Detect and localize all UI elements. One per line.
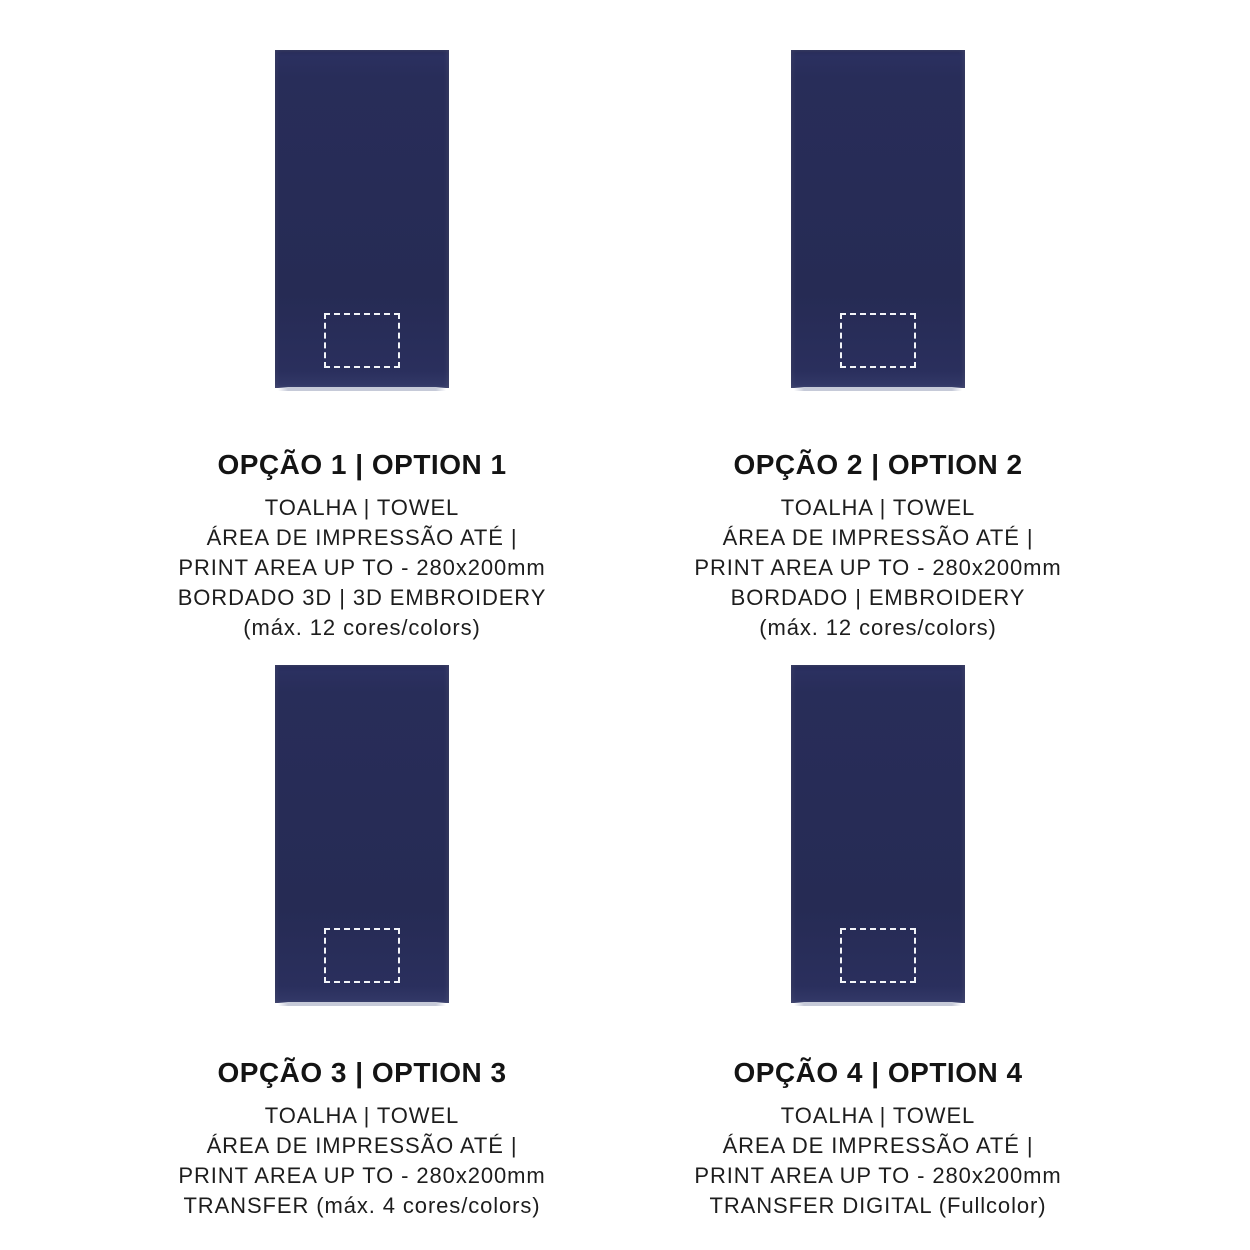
option-detail-line: ÁREA DE IMPRESSÃO ATÉ | xyxy=(722,525,1034,550)
option-detail-line: BORDADO 3D | 3D EMBROIDERY xyxy=(177,585,547,610)
option-3-text xyxy=(137,1058,587,1221)
option-detail-line: ÁREA DE IMPRESSÃO ATÉ | xyxy=(722,1133,1034,1158)
option-detail-line: ÁREA DE IMPRESSÃO ATÉ | xyxy=(206,525,518,550)
towel-hem-highlight xyxy=(278,1002,446,1006)
option-detail-line: (máx. 12 cores/colors) xyxy=(243,615,481,640)
option-4-panel xyxy=(653,665,1103,1221)
towel-hem-highlight xyxy=(278,387,446,391)
option-title: OPÇÃO 1 | OPTION 1 xyxy=(217,449,507,480)
print-area-dashed-rect xyxy=(324,313,400,368)
option-detail-line: ÁREA DE IMPRESSÃO ATÉ | xyxy=(206,1133,518,1158)
option-title: OPÇÃO 2 | OPTION 2 xyxy=(733,449,1023,480)
option-detail-line: PRINT AREA UP TO - 280x200mm xyxy=(694,1163,1062,1188)
option-detail-line: TRANSFER DIGITAL (Fullcolor) xyxy=(709,1193,1047,1218)
option-detail-line: PRINT AREA UP TO - 280x200mm xyxy=(694,555,1062,580)
option-detail-line: (máx. 12 cores/colors) xyxy=(759,615,997,640)
option-title: OPÇÃO 4 | OPTION 4 xyxy=(733,1057,1023,1088)
towel-hem-highlight xyxy=(794,387,962,391)
towel-image xyxy=(791,665,965,1003)
print-area-dashed-rect xyxy=(840,313,916,368)
option-title: OPÇÃO 3 | OPTION 3 xyxy=(217,1057,507,1088)
option-detail-line: BORDADO | EMBROIDERY xyxy=(730,585,1026,610)
option-2-panel xyxy=(653,50,1103,643)
option-1-panel xyxy=(137,50,587,643)
print-area-dashed-rect xyxy=(840,928,916,983)
option-detail-line: TRANSFER (máx. 4 cores/colors) xyxy=(183,1193,541,1218)
option-detail-line: TOALHA | TOWEL xyxy=(264,1103,460,1128)
print-area-dashed-rect xyxy=(324,928,400,983)
option-detail-line: TOALHA | TOWEL xyxy=(264,495,460,520)
towel-image xyxy=(275,50,449,388)
option-3-panel xyxy=(137,665,587,1221)
option-detail-line: PRINT AREA UP TO - 280x200mm xyxy=(178,1163,546,1188)
option-4-text xyxy=(653,1058,1103,1221)
option-detail-line: PRINT AREA UP TO - 280x200mm xyxy=(178,555,546,580)
option-2-text xyxy=(653,450,1103,643)
option-detail-line: TOALHA | TOWEL xyxy=(780,1103,976,1128)
towel-hem-highlight xyxy=(794,1002,962,1006)
towel-image xyxy=(275,665,449,1003)
option-1-text xyxy=(137,450,587,643)
towel-image xyxy=(791,50,965,388)
option-detail-line: TOALHA | TOWEL xyxy=(780,495,976,520)
